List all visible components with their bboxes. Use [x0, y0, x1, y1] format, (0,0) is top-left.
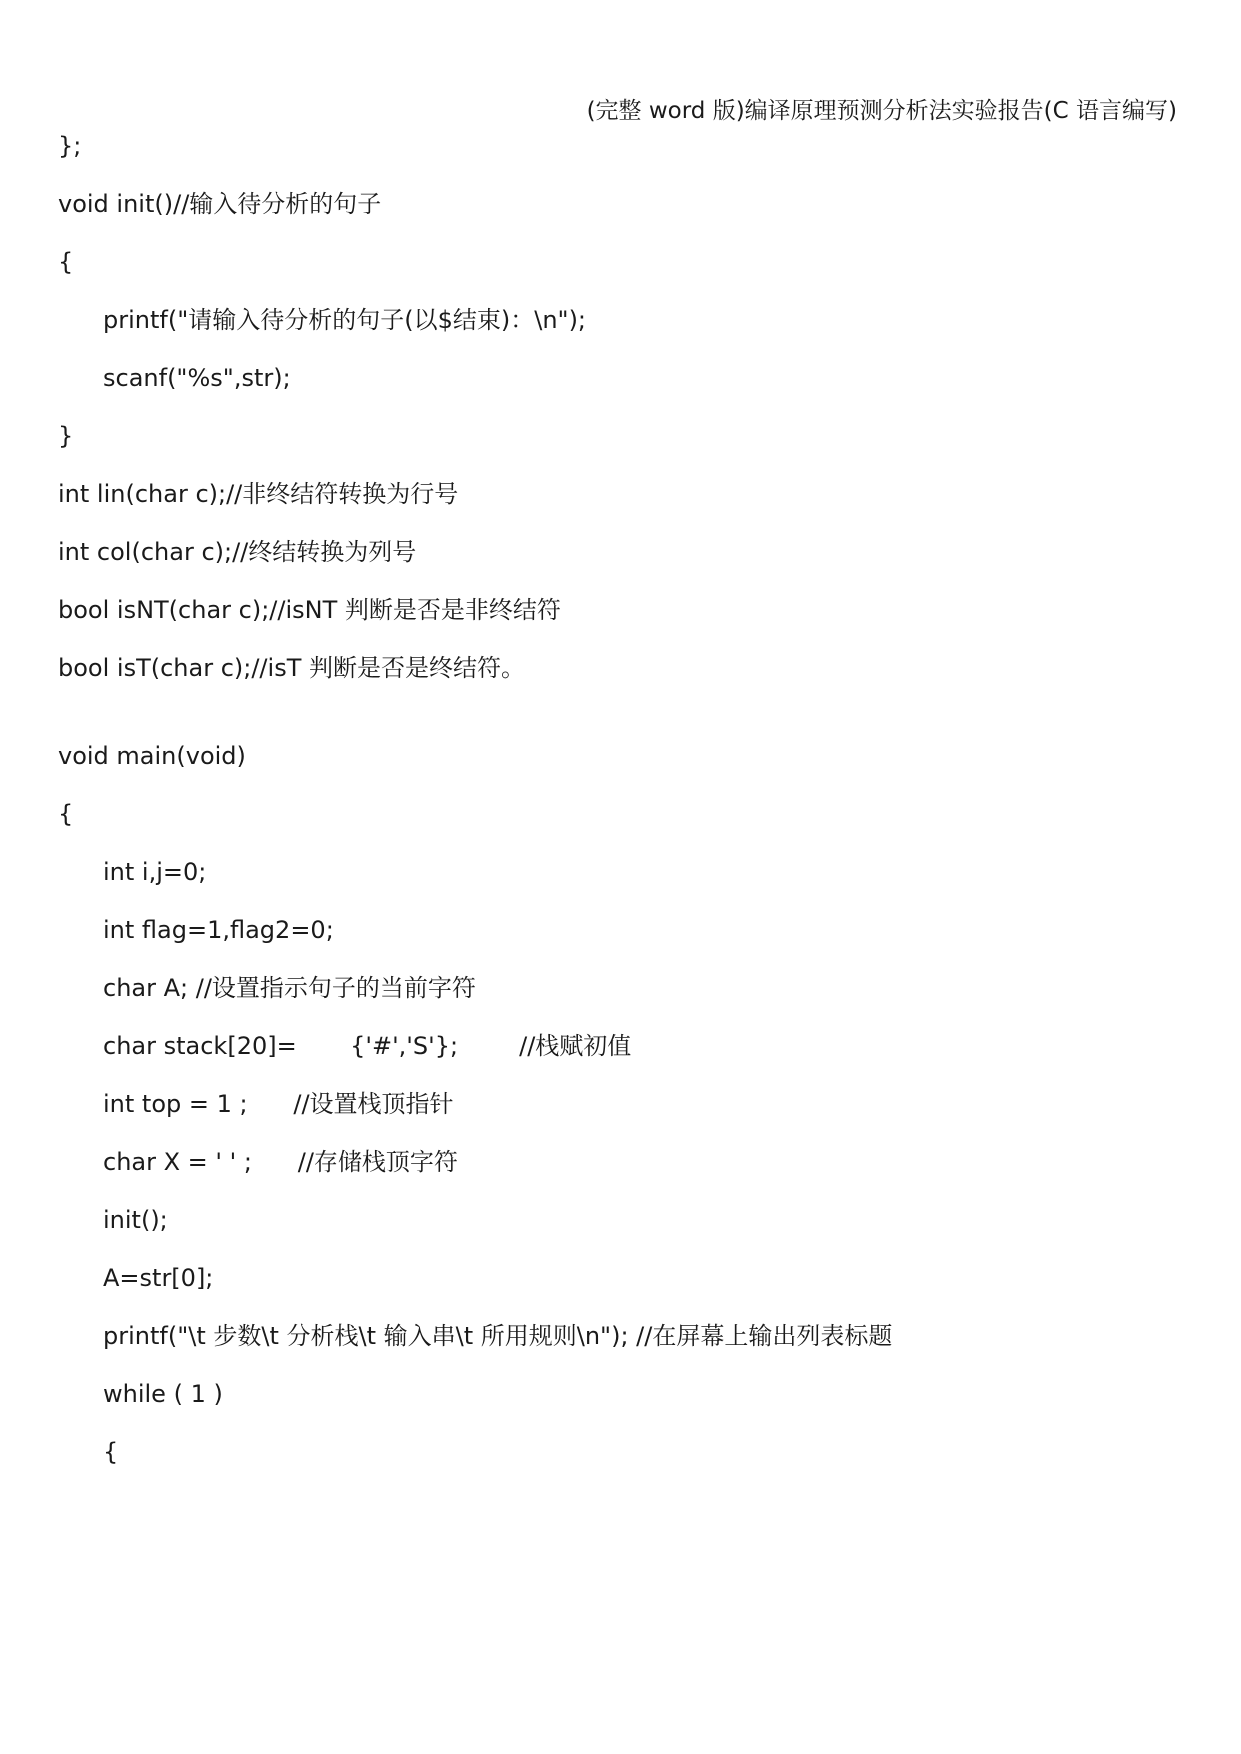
- code-line: };: [58, 132, 82, 160]
- code-line: scanf("%s",str);: [103, 364, 291, 392]
- code-line: init();: [103, 1206, 168, 1234]
- code-line: void init()//输入待分析的句子: [58, 190, 382, 218]
- code-line: while ( 1 ): [103, 1380, 223, 1408]
- code-line: void main(void): [58, 742, 246, 770]
- code-line: int top = 1 ; //设置栈顶指针: [103, 1090, 454, 1118]
- code-line: bool isNT(char c);//isNT 判断是否是非终结符: [58, 596, 561, 624]
- code-line: bool isT(char c);//isT 判断是否是终结符。: [58, 654, 525, 682]
- page-header-title: (完整 word 版)编译原理预测分析法实验报告(C 语言编写): [586, 98, 1177, 124]
- code-line: int i,j=0;: [103, 858, 207, 886]
- code-line: char A; //设置指示句子的当前字符: [103, 974, 476, 1002]
- code-line: int flag=1,flag2=0;: [103, 916, 334, 944]
- code-line: int lin(char c);//非终结符转换为行号: [58, 480, 459, 508]
- code-line: {: [58, 800, 74, 828]
- code-line: char stack[20]= {'#','S'}; //栈赋初值: [103, 1032, 632, 1060]
- code-line: printf("请输入待分析的句子(以$结束)：\n");: [103, 306, 587, 334]
- code-line: {: [58, 248, 74, 276]
- code-line: int col(char c);//终结转换为列号: [58, 538, 417, 566]
- code-line: }: [58, 422, 74, 450]
- code-line: A=str[0];: [103, 1264, 214, 1292]
- code-line: char X = ' ' ; //存储栈顶字符: [103, 1148, 458, 1176]
- code-line: printf("\t 步数\t 分析栈\t 输入串\t 所用规则\n"); //在屏幕上输出列表标题: [103, 1322, 893, 1350]
- code-line: {: [103, 1438, 119, 1466]
